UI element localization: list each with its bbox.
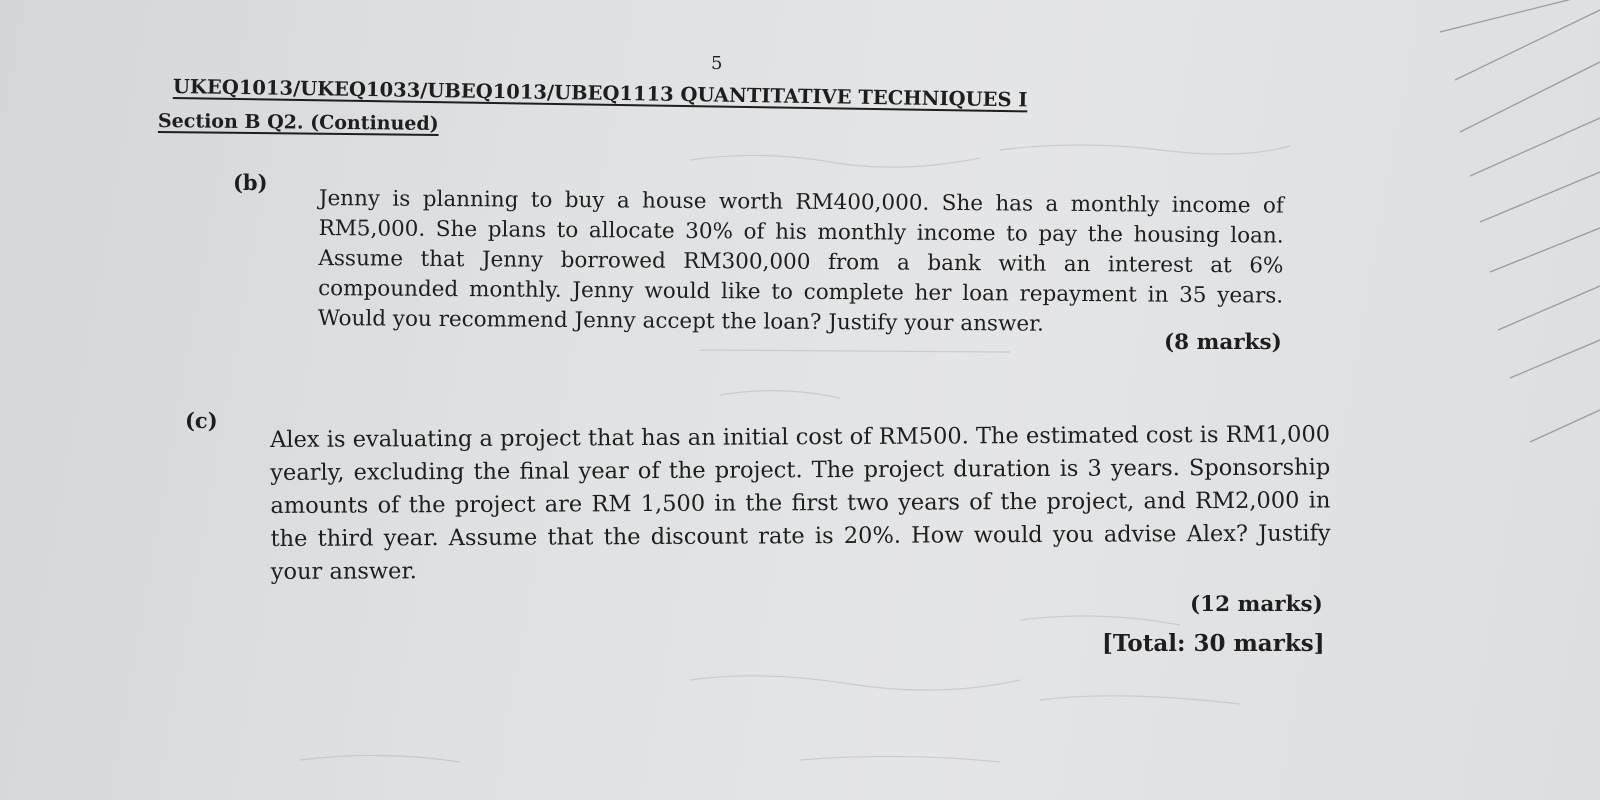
course-title: UKEQ1013/UKEQ1033/UBEQ1013/UBEQ1113 QUANTITATIVE TECHNIQUES I bbox=[172, 75, 1028, 112]
question-b-text: Jenny is planning to buy a house worth RM400,000. She has a monthly income of RM5,000. She plans to allocate 30% of his monthly income to pay the housing loan. Assume that Jenny borrowed RM300,000 from a bank with an interest at 6% compounded monthly. Jenny would like to complete her loan repayment in 35 years. Would you recommend Jenny accept the loan? Justify your answer. bbox=[317, 185, 1284, 337]
question-c-label: (c) bbox=[185, 408, 218, 433]
section-heading: Section B Q2. (Continued) bbox=[157, 110, 439, 135]
total-marks: [Total: 30 marks] bbox=[1102, 630, 1325, 657]
question-c-text: Alex is evaluating a project that has an initial cost of RM500. The estimated cost is RM1,000 yearly, excluding the final year of the project. The project duration is 3 years. Sponsorship amounts of the project are RM 1,500 in the first two years of the project, and RM2,000 in the third year. Assume that the discount rate is 20%. How would you advise Alex? Justify your answer. bbox=[270, 421, 1331, 585]
question-c-marks: (12 marks) bbox=[1190, 592, 1323, 617]
question-b-marks: (8 marks) bbox=[1164, 330, 1282, 355]
page-number: 5 bbox=[711, 53, 723, 74]
page-edge-lines bbox=[1380, 0, 1600, 800]
question-b-label: (b) bbox=[233, 170, 268, 195]
